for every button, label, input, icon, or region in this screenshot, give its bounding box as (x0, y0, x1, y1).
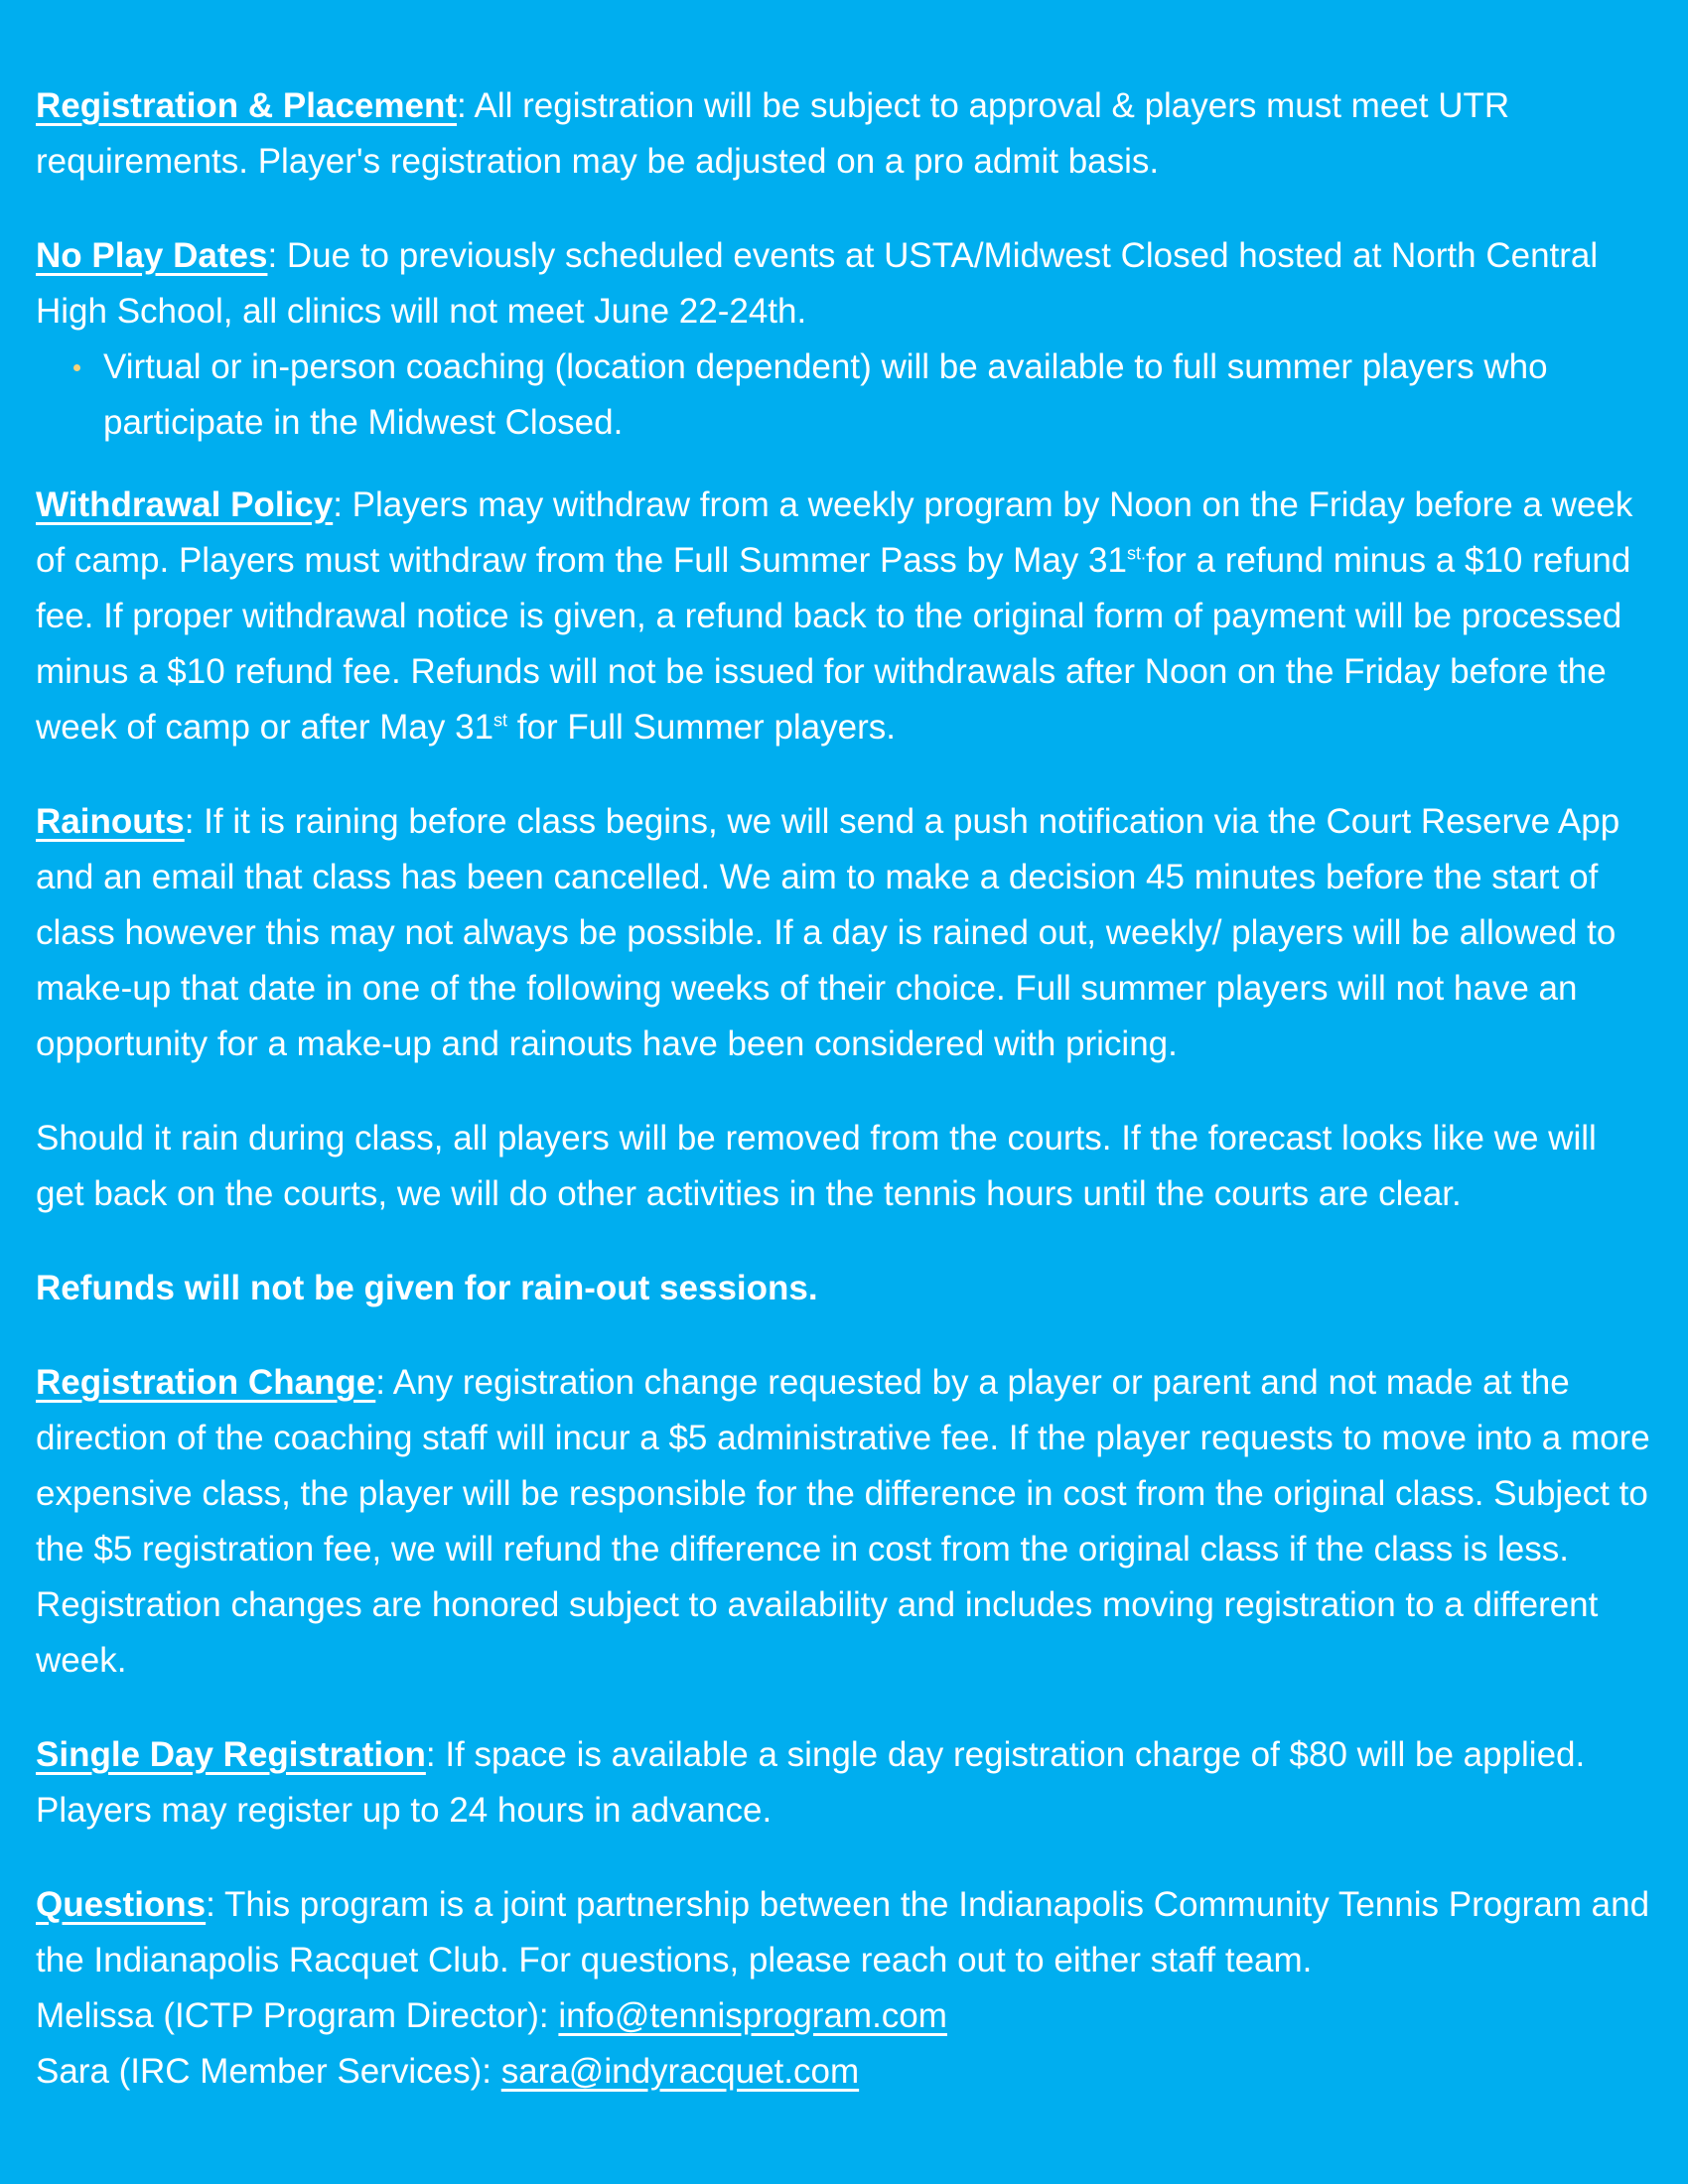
withdrawal-policy-text-c: for Full Summer players. (507, 708, 896, 747)
registration-change-heading: Registration Change (36, 1363, 376, 1402)
withdrawal-policy-text-b: for a refund minus a $10 refund fee. If proper withdrawal notice is given, a refund back to the original form of payment will be processed minus a $10 refund fee. Refunds will not be issued for withdrawals after Noon on the Friday before the week of camp or after May 31 (36, 541, 1631, 747)
questions-text: : This program is a joint partnership between the Indianapolis Community Tennis Program and the Indianapolis Racquet Club. For questions, please reach out to either staff team. (36, 1885, 1650, 1979)
questions-section (36, 1877, 1654, 2100)
registration-placement-section (36, 78, 1654, 190)
rainout-refund-notice: Refunds will not be given for rain-out sessions. (36, 1269, 818, 1307)
no-play-dates-bullet-list (36, 340, 1654, 451)
withdrawal-policy-section (36, 478, 1654, 755)
registration-placement-text: : All registration will be subject to approval & players must meet UTR requirements. Player's registration may be adjusted on a pro admit basis. (36, 86, 1510, 181)
ordinal-superscript: st (493, 710, 508, 731)
no-play-dates-section (36, 228, 1654, 340)
registration-change-text: : Any registration change requested by a player or parent and not made at the direction of the coaching staff will incur a $5 administrative fee. If the player requests to move into a more expensive class, the player will be responsible for the difference in cost from the original class. Subject to the $5 registration fee, we will refund the difference in cost from the original class if the class is less. Registration changes are honored subject to availability and includes moving registration to a different week. (36, 1363, 1650, 1680)
rainouts-text: : If it is raining before class begins, we will send a push notification via the Court Reserve App and an email that class has been cancelled. We aim to make a decision 45 minutes before the start of class however this may not always be possible. If a day is rained out, weekly/ players will be allowed to make-up that date in one of the following weeks of their choice. Full summer players will not have an opportunity for a make-up and rainouts have been considered with pricing. (36, 802, 1620, 1063)
no-play-dates-text: : Due to previously scheduled events at USTA/Midwest Closed hosted at North Central High School, all clinics will not meet June 22-24th. (36, 236, 1599, 331)
withdrawal-policy-text-a: : Players may withdraw from a weekly program by Noon on the Friday before a week of camp. Players must withdraw from the Full Summer Pass by May 31 (36, 485, 1633, 580)
contact-line-melissa (36, 1988, 1654, 2044)
email-link[interactable]: info@tennisprogram.com (558, 1996, 947, 2035)
questions-heading: Questions (36, 1885, 207, 1924)
withdrawal-policy-heading: Withdrawal Policy (36, 485, 334, 524)
bullet-item: Virtual or in-person coaching (location dependent) will be available to full summer players who participate in the Midwest Closed. (103, 340, 1654, 451)
contact-line-sara (36, 2044, 1654, 2100)
rain-during-class-paragraph: Should it rain during class, all players will be removed from the courts. If the forecast looks like we will get back on the courts, we will do other activities in the tennis hours until the courts are clear. (36, 1119, 1597, 1213)
ordinal-superscript: st. (1126, 543, 1146, 564)
no-play-dates-heading: No Play Dates (36, 236, 268, 275)
single-day-registration-text: : If space is available a single day registration charge of $80 will be applied. Players may register up to 24 hours in advance. (36, 1735, 1586, 1830)
rainouts-section (36, 794, 1654, 1072)
email-link[interactable]: sara@indyracquet.com (500, 2052, 860, 2091)
rainouts-heading: Rainouts (36, 802, 185, 841)
contact-label: Melissa (ICTP Program Director): (36, 1996, 559, 2035)
policy-document (36, 78, 1654, 2138)
registration-change-section (36, 1355, 1654, 1689)
single-day-registration-section (36, 1727, 1654, 1839)
contact-label: Sara (IRC Member Services): (36, 2052, 501, 2091)
registration-placement-heading: Registration & Placement (36, 86, 457, 125)
single-day-registration-heading: Single Day Registration (36, 1735, 426, 1774)
